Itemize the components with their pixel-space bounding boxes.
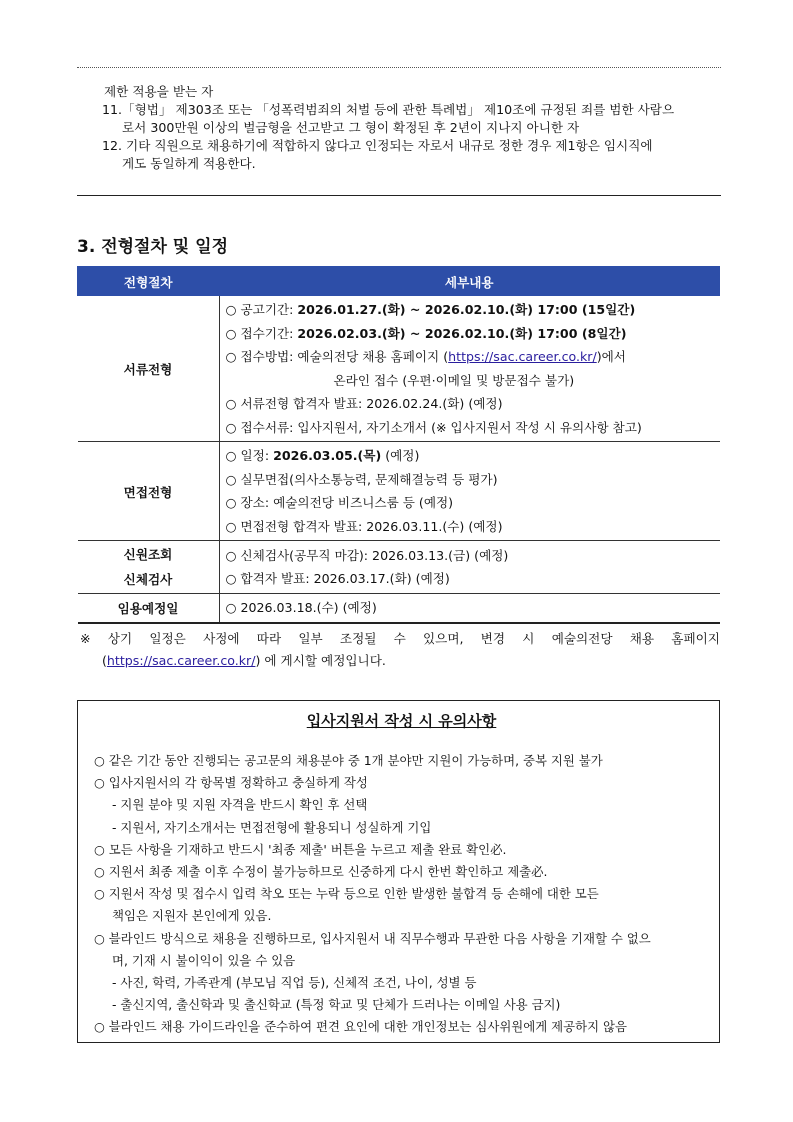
list-item: ○ 합격자 발표: 2026.03.17.(화) (예정) [225,571,450,586]
header-detail: 세부내용 [219,267,720,296]
list-item: ○ 면접전형 합격자 발표: 2026.03.11.(수) (예정) [225,518,503,534]
list-item: ○ 입사지원서의 각 항목별 정확하고 충실하게 작성 [94,775,368,791]
list-item: ○ 지원서 최종 제출 이후 수정이 불가능하므로 신중하게 다시 한번 확인하고 제출必. [94,864,548,880]
list-item: ○ 모든 사항을 기재하고 반드시 '최종 제출' 버튼을 누르고 제출 완료 확인必. [94,841,507,857]
list-item: ○ 블라인드 채용 가이드라인을 준수하여 편견 요인에 대한 개인정보는 심사위원에게 제공하지 않음 [94,1019,627,1035]
table-row [78,541,720,594]
detail-interview [219,442,720,541]
list-item: ○ 블라인드 방식으로 채용을 진행하므로, 입사지원서 내 직무수행과 무관한 다음 사항을 기재할 수 없으 [94,930,651,946]
list-item: ○ 장소: 예술의전당 비즈니스룸 등 (예정) [225,495,454,510]
list-item: ○ 2026.03.18.(수) (예정) [225,600,377,615]
eligibility-continuation [80,83,720,173]
section-title: 3. 전형절차 및 일정 [77,237,228,257]
table-row [78,442,720,541]
stage-document: 서류전형 [78,296,220,442]
table-row [78,296,720,442]
list-item: ○ 지원서 작성 및 접수시 입력 착오 또는 누락 등으로 인한 발생한 불합격 등 손해에 대한 모든 [94,886,599,902]
list-item: ○ 접수방법: 예술의전당 채용 홈페이지 (https://sac.career.co.kr/)에서 [225,349,626,364]
schedule-table [77,266,720,624]
box-title: 입사지원서 작성 시 유의사항 [306,712,497,730]
header-stage: 전형절차 [78,267,220,296]
career-site-link[interactable]: https://sac.career.co.kr/ [106,653,256,668]
section-divider [77,195,721,196]
item-11-line-2: 로서 300만원 이상의 벌금형을 선고받고 그 형이 확정된 후 2년이 지나지 아니한 자 [122,120,580,135]
list-item: ○ 접수기간: 2026.02.03.(화) ~ 2026.02.10.(화) 17:00 (8일간) [225,325,627,341]
list-item: - 출신지역, 출신학과 및 출신학교 (특정 학교 및 단체가 드러나는 이메일 사용 금지) [112,997,561,1013]
list-item: - 지원 분야 및 지원 자격을 반드시 확인 후 선택 [112,797,368,813]
list-item: - 지원서, 자기소개서는 면접전형에 활용되니 성실하게 기입 [112,819,432,835]
application-notes-box [77,700,720,1043]
item-12-line-2: 게도 동일하게 적용한다. [122,156,256,171]
note-line-2: (https://sac.career.co.kr/) 에 게시할 예정입니다. [102,653,386,668]
stage-hire: 임용예정일 [78,594,220,623]
list-item: ○ 접수서류: 입사지원서, 자기소개서 (※ 입사지원서 작성 시 유의사항 참고) [225,419,642,435]
list-item: 온라인 접수 (우편·이메일 및 방문접수 불가) [333,372,575,388]
item-12-line-1: 12. 기타 직원으로 채용하기에 적합하지 않다고 인정되는 자로서 내규로 정한 경우 제1항은 임시직에 [102,138,653,153]
list-item: ○ 실무면접(의사소통능력, 문제해결능력 등 평가) [225,471,498,487]
list-item: 책임은 지원자 본인에게 있음. [112,908,272,924]
career-site-link[interactable]: https://sac.career.co.kr/ [448,349,597,364]
list-item: ○ 신체검사(공무직 마감): 2026.03.13.(금) (예정) [225,547,509,563]
list-item: ○ 일정: 2026.03.05.(목) (예정) [225,448,420,463]
item-11-line-1: 11.「형법」 제303조 또는 「성폭력범죄의 처벌 등에 관한 특례법」 제10조에 규정된 죄를 범한 사람으 [102,102,675,117]
list-item: - 사진, 학력, 가족관계 (부모님 직업 등), 신체적 조건, 나이, 성별 등 [112,975,477,991]
schedule-note [80,628,720,672]
stage-check-line-2: 신체검사 [123,572,173,587]
list-item: 며, 기재 시 불이익이 있을 수 있음 [112,952,296,968]
detail-hire [219,594,720,623]
detail-check [219,541,720,594]
list-item: ○ 공고기간: 2026.01.27.(화) ~ 2026.02.10.(화) 17:00 (15일간) [225,302,636,317]
list-item: ○ 서류전형 합격자 발표: 2026.02.24.(화) (예정) [225,396,503,411]
dotted-divider [77,67,721,68]
list-item: ○ 같은 기간 동안 진행되는 공고문의 채용분야 중 1개 분야만 지원이 가능하며, 중복 지원 불가 [94,753,603,768]
continued-text: 제한 적용을 받는 자 [104,84,214,99]
notes-list [84,750,719,1039]
stage-check [78,541,220,594]
detail-document [219,296,720,442]
note-line-1: ※ 상기 일정은 사정에 따라 일부 조정될 수 있으며, 변경 시 예술의전당 채용 홈페이지 [80,631,720,646]
stage-check-line-1: 신원조회 [123,547,173,562]
table-row [78,594,720,623]
stage-interview: 면접전형 [78,442,220,541]
